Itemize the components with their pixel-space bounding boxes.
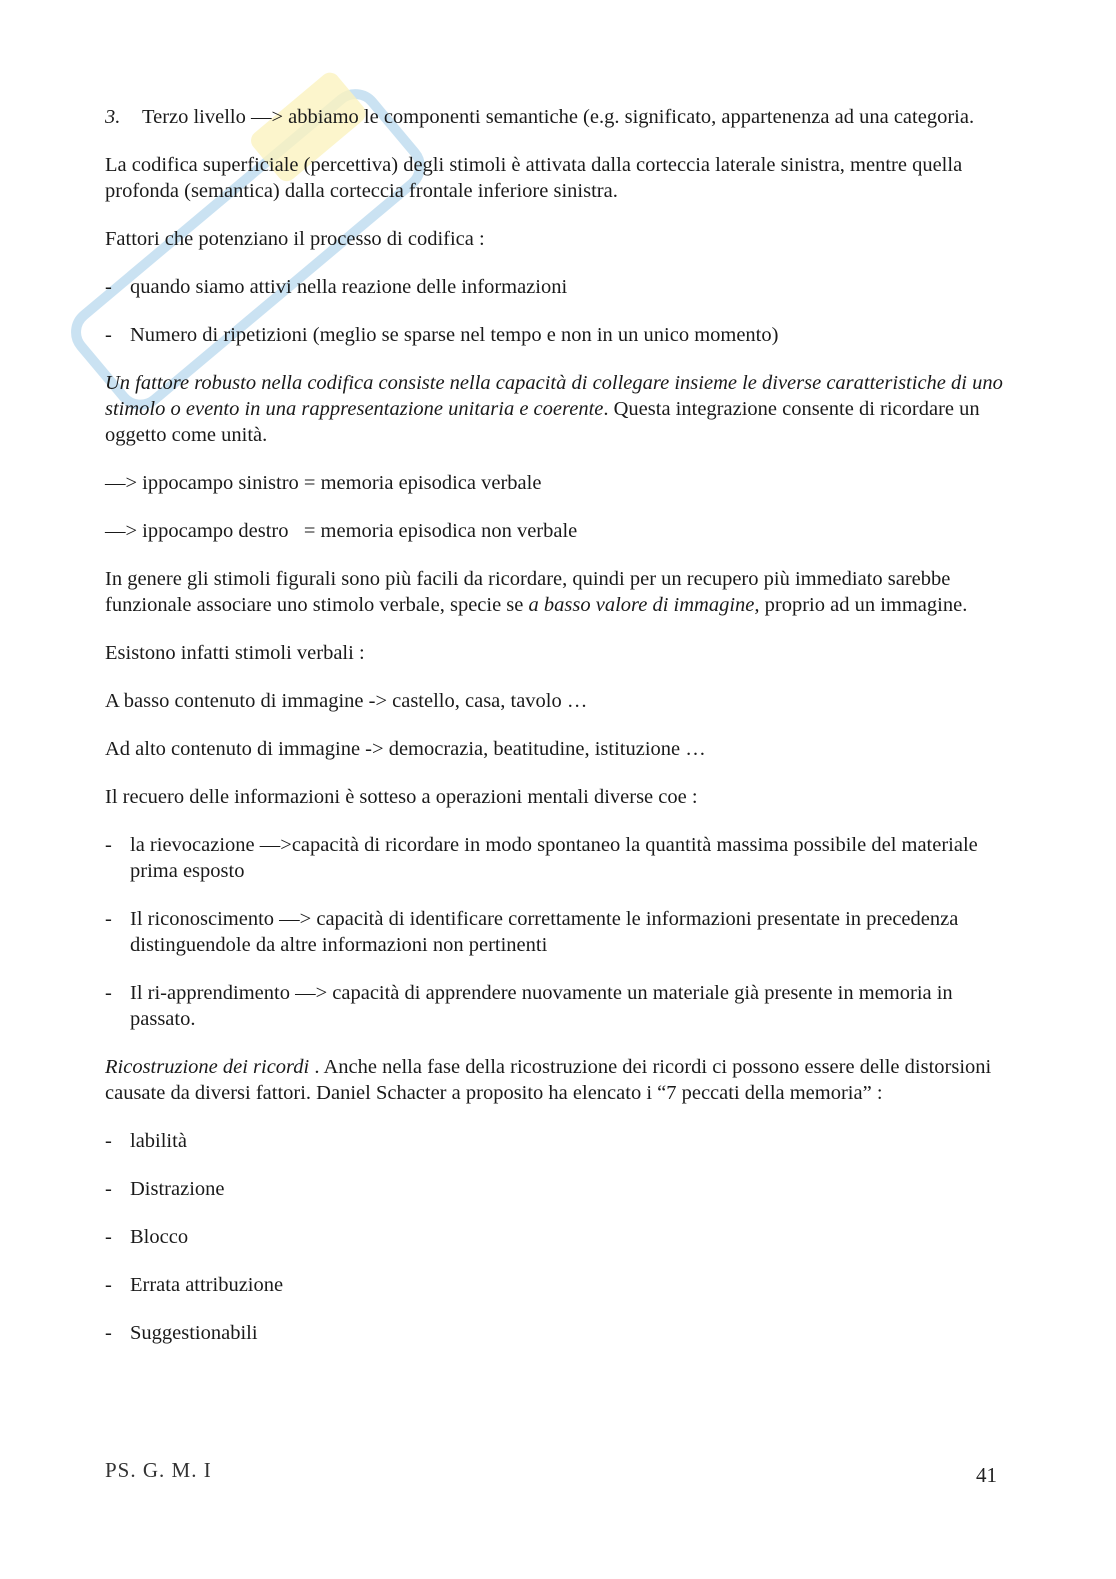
list-item-text: Distrazione <box>130 1178 225 1200</box>
list-item-text: Suggestionabili <box>130 1322 258 1344</box>
dash-marker: - <box>105 908 112 930</box>
plain-text: . Anche nella fase della ricostruzione dei ricordi ci possono essere delle distorsioni causate da diversi fattori. Daniel Schacter a proposito ha elencato i “7 peccati della memoria” : <box>105 1056 992 1104</box>
dash-marker: - <box>105 324 112 346</box>
list-item <box>105 1128 1005 1154</box>
list-item <box>105 1320 1005 1346</box>
plain-text: In genere gli stimoli figurali sono più facili da ricordare, quindi per un recupero più immediato sarebbe funzionale associare uno stimolo verbale, specie se <box>105 568 951 616</box>
item-number: 3. <box>105 106 121 128</box>
dash-marker: - <box>105 834 112 856</box>
dash-marker: - <box>105 1178 112 1200</box>
italic-text: Un fattore robusto nella codifica consiste nella capacità di collegare insieme le diverse caratteristiche di uno stimolo o evento in una rappresentazione unitaria e coerente <box>105 372 1003 420</box>
paragraph-ricostruzione <box>105 1054 1005 1106</box>
fattori-intro: Fattori che potenziano il processo di codifica : <box>105 228 485 250</box>
paragraph-recupero-intro: Il recuero delle informazioni è sotteso a operazioni mentali diverse coe : <box>105 786 698 808</box>
list-item-text: Errata attribuzione <box>130 1274 284 1296</box>
list-item <box>105 980 1005 1032</box>
dash-marker: - <box>105 982 112 1004</box>
plain-text: proprio ad un immagine. <box>759 594 968 616</box>
dash-marker: - <box>105 1130 112 1152</box>
paragraph-fattore-robusto <box>105 370 1005 448</box>
numbered-item-3 <box>105 104 1005 130</box>
dash-marker: - <box>105 1322 112 1344</box>
list-item-text: Il riconoscimento —> capacità di identificare correttamente le informazioni presentate in precedenza distinguendole da altre informazioni non pertinenti <box>130 908 959 956</box>
item-text: Terzo livello —> abbiamo le componenti semantiche (e.g. significato, appartenenza ad una categoria. <box>142 106 975 128</box>
list-item <box>105 1224 1005 1250</box>
italic-text: a basso valore di immagine, <box>528 594 760 616</box>
list-item-text: Il ri-apprendimento —> capacità di apprendere nuovamente un materiale già presente in memoria in passato. <box>130 982 953 1030</box>
list-item-text: quando siamo attivi nella reazione delle informazioni <box>130 276 568 298</box>
list-item <box>105 1176 1005 1202</box>
ippocampo-sinistro: —> ippocampo sinistro = memoria episodica verbale <box>105 472 542 494</box>
document-page <box>105 104 1005 1368</box>
paragraph-stimoli-figurali <box>105 566 1005 618</box>
list-item-text: Blocco <box>130 1226 189 1248</box>
page-number: 41 <box>976 1463 997 1487</box>
plain-text: . Questa integrazione consente di ricordare un oggetto come unità. <box>105 398 980 446</box>
dash-marker: - <box>105 1274 112 1296</box>
list-item-text: Numero di ripetizioni (meglio se sparse nel tempo e non in un unico momento) <box>130 324 779 346</box>
list-item <box>105 322 1005 348</box>
paragraph-codifica: La codifica superficiale (percettiva) degli stimoli è attivata dalla corteccia laterale sinistra, mentre quella profonda (semantica) dalla corteccia frontale inferiore sinistra. <box>105 154 963 202</box>
dash-marker: - <box>105 1226 112 1248</box>
paragraph-basso: A basso contenuto di immagine -> castello, casa, tavolo … <box>105 690 588 712</box>
list-item <box>105 906 1005 958</box>
list-item-text: labilità <box>130 1130 187 1152</box>
ippocampo-destro: —> ippocampo destro = memoria episodica non verbale <box>105 520 578 542</box>
list-item <box>105 1272 1005 1298</box>
dash-marker: - <box>105 276 112 298</box>
italic-text: Ricostruzione dei ricordi <box>105 1056 310 1078</box>
list-item <box>105 832 1005 884</box>
footer-course-code: PS. G. M. I <box>105 1458 212 1482</box>
list-item <box>105 274 1005 300</box>
list-item-text: la rievocazione —>capacità di ricordare in modo spontaneo la quantità massima possibile del materiale prima esposto <box>130 834 978 882</box>
paragraph-alto: Ad alto contenuto di immagine -> democrazia, beatitudine, istituzione … <box>105 738 706 760</box>
paragraph-esistono: Esistono infatti stimoli verbali : <box>105 642 365 664</box>
